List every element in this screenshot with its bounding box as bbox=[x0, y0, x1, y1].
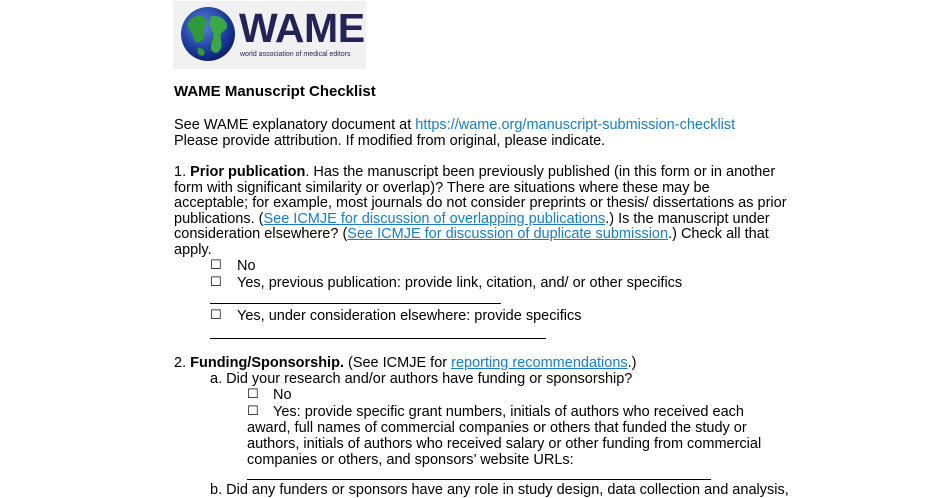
funding-heading: Funding/Sponsorship. bbox=[190, 355, 344, 371]
intro-see-text: See WAME explanatory document at bbox=[174, 117, 416, 133]
overlapping-publications-link[interactable]: See ICMJE for discussion of overlapping publications bbox=[263, 211, 606, 227]
funding-no-checkbox[interactable]: ☐ bbox=[247, 387, 259, 402]
prior-line5-b: .) Check all that bbox=[668, 226, 769, 242]
funding-question-b: b. Did any funders or sponsors have any role in study design, data collection and analysis, bbox=[210, 482, 789, 498]
prior-published-answer-line[interactable] bbox=[210, 303, 501, 304]
logo-tagline: world association of medical editors bbox=[240, 51, 351, 58]
prior-elsewhere-label: Yes, under consideration elsewhere: provide specifics bbox=[237, 308, 582, 324]
prior-line-1 bbox=[174, 164, 775, 180]
funding-num: 2. bbox=[174, 355, 191, 371]
funding-yes-line-4: companies or others, and sponsors’ website URLs: bbox=[247, 452, 574, 468]
prior-no-label: No bbox=[237, 258, 256, 274]
prior-line4-a: publications. ( bbox=[174, 211, 264, 227]
wame-logo bbox=[173, 1, 366, 69]
attribution-note: Please provide attribution. If modified from original, please indicate. bbox=[174, 133, 606, 149]
funding-heading-line bbox=[174, 355, 637, 371]
prior-published-checkbox[interactable]: ☐ bbox=[210, 275, 222, 290]
funding-yes-line-2: award, full names of commercial companies or others that funded the study or bbox=[247, 420, 747, 436]
prior-line5-a: consideration elsewhere? ( bbox=[174, 226, 348, 242]
funding-question-a: a. Did your research and/or authors have funding or sponsorship? bbox=[210, 371, 633, 387]
funding-yes-line-3: authors, initials of authors who received salary or other funding from commercial bbox=[247, 436, 762, 452]
prior-line-5 bbox=[174, 226, 769, 242]
prior-published-label: Yes, previous publication: provide link, citation, and/ or other specifics bbox=[237, 275, 683, 291]
prior-no-checkbox[interactable]: ☐ bbox=[210, 258, 222, 273]
funding-yes-line-1: Yes: provide specific grant numbers, initials of authors who received each bbox=[273, 404, 744, 420]
logo-wordmark: WAME bbox=[239, 5, 365, 51]
document-title: WAME Manuscript Checklist bbox=[174, 83, 376, 100]
funding-yes-checkbox[interactable]: ☐ bbox=[247, 404, 259, 419]
prior-line-2: form with significant similarity or overlap)? There are situations where these may be bbox=[174, 180, 710, 196]
explanatory-doc-link[interactable]: https://wame.org/manuscript-submission-checklist bbox=[415, 117, 736, 133]
prior-elsewhere-answer-line[interactable] bbox=[210, 338, 546, 339]
prior-line4-b: .) Is the manuscript under bbox=[605, 211, 770, 227]
funding-text-a: (See ICMJE for bbox=[343, 355, 452, 371]
prior-num: 1. bbox=[174, 164, 191, 180]
prior-line-4 bbox=[174, 211, 770, 227]
prior-line-6: apply. bbox=[174, 242, 212, 258]
prior-elsewhere-checkbox[interactable]: ☐ bbox=[210, 308, 222, 323]
prior-line-3: acceptable; for example, most journals do not consider preprints or thesis/ dissertations as prior bbox=[174, 195, 787, 211]
funding-text-b: .) bbox=[627, 355, 637, 371]
funding-no-label: No bbox=[273, 387, 292, 403]
prior-heading: Prior publication bbox=[190, 164, 306, 180]
globe-icon bbox=[180, 6, 236, 62]
intro-see-line bbox=[174, 117, 735, 133]
prior-line1-rest: . Has the manuscript been previously published (in this form or in another bbox=[305, 164, 776, 180]
funding-yes-answer-line[interactable] bbox=[247, 479, 711, 480]
duplicate-submission-link[interactable]: See ICMJE for discussion of duplicate submission bbox=[347, 226, 669, 242]
reporting-recommendations-link[interactable]: reporting recommendations bbox=[451, 355, 628, 371]
